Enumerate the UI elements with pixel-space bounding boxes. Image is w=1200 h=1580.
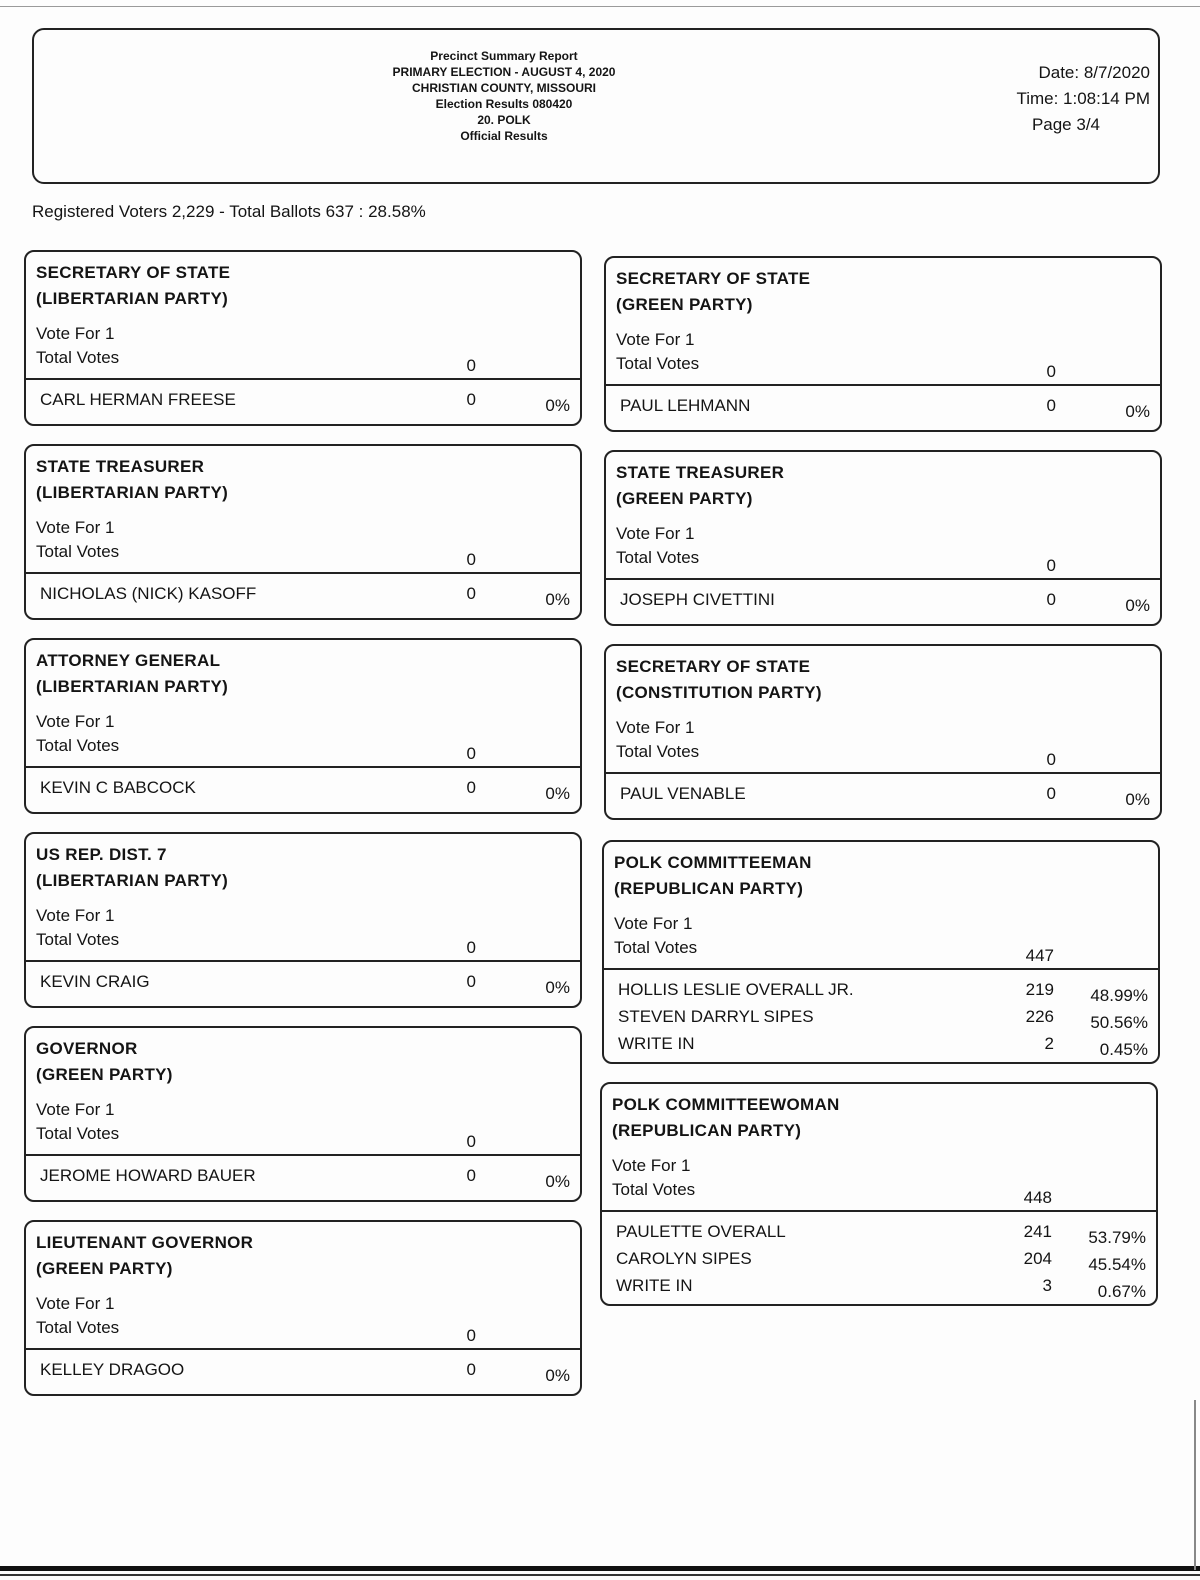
candidate-votes: 0 — [466, 778, 476, 797]
report-date: Date: 8/7/2020 — [1038, 63, 1150, 82]
right-edge-rule — [1194, 1400, 1196, 1570]
race-divider — [26, 378, 580, 380]
race-office: STATE TREASURER — [36, 457, 205, 476]
total-votes-value: 0 — [466, 744, 476, 763]
candidate-row — [40, 778, 570, 804]
race-party: (REPUBLICAN PARTY) — [612, 1121, 802, 1140]
race-title — [614, 850, 812, 902]
race-divider — [26, 1348, 580, 1350]
report-meta — [950, 60, 1150, 138]
total-votes-label: Total Votes — [36, 930, 120, 949]
vote-for-label: Vote For 1 — [36, 712, 115, 731]
candidate-votes: 241 — [1023, 1222, 1052, 1241]
race-box — [604, 256, 1162, 432]
candidate-percent: 50.56% — [1090, 1013, 1148, 1032]
race-party: (GREEN PARTY) — [36, 1065, 173, 1084]
race-office: SECRETARY OF STATE — [36, 263, 231, 282]
candidate-percent: 0% — [1125, 790, 1150, 809]
race-party: (LIBERTARIAN PARTY) — [36, 483, 229, 502]
total-votes-label: Total Votes — [36, 1124, 120, 1143]
candidate-row — [40, 584, 570, 610]
candidate-name: NICHOLAS (NICK) KASOFF — [40, 584, 257, 603]
race-title — [36, 648, 228, 700]
total-votes-label: Total Votes — [612, 1180, 696, 1199]
candidate-votes: 204 — [1023, 1249, 1052, 1268]
top-rule — [0, 6, 1200, 7]
candidate-percent: 48.99% — [1090, 986, 1148, 1005]
total-votes-value: 0 — [466, 938, 476, 957]
candidate-votes: 0 — [1046, 396, 1056, 415]
candidate-row — [618, 1034, 1148, 1060]
race-title — [36, 1036, 173, 1088]
race-box — [24, 832, 582, 1008]
candidate-name: PAUL VENABLE — [620, 784, 746, 803]
race-office: POLK COMMITTEEWOMAN — [612, 1095, 840, 1114]
total-votes-value: 0 — [466, 550, 476, 569]
vote-for-label: Vote For 1 — [36, 1100, 115, 1119]
candidate-votes: 0 — [466, 1166, 476, 1185]
race-office: LIEUTENANT GOVERNOR — [36, 1233, 254, 1252]
total-votes-label: Total Votes — [616, 742, 700, 761]
race-party: (LIBERTARIAN PARTY) — [36, 677, 229, 696]
race-box — [604, 644, 1162, 820]
race-box — [24, 250, 582, 426]
candidate-votes: 3 — [1042, 1276, 1052, 1295]
candidate-percent: 0.45% — [1099, 1040, 1148, 1059]
candidate-row — [616, 1222, 1146, 1248]
total-votes-value: 447 — [1025, 946, 1054, 965]
candidate-name: CAROLYN SIPES — [616, 1249, 752, 1268]
total-votes-label: Total Votes — [36, 542, 120, 561]
candidate-name: KEVIN CRAIG — [40, 972, 150, 991]
race-box — [24, 1026, 582, 1202]
candidate-percent: 0% — [545, 590, 570, 609]
total-votes-value: 0 — [466, 1132, 476, 1151]
race-office: ATTORNEY GENERAL — [36, 651, 221, 670]
candidate-name: HOLLIS LESLIE OVERALL JR. — [618, 980, 854, 999]
race-title — [36, 454, 228, 506]
election-name: PRIMARY ELECTION - AUGUST 4, 2020 — [392, 65, 616, 79]
race-divider — [604, 968, 1158, 970]
vote-for-label: Vote For 1 — [616, 718, 695, 737]
county-name: CHRISTIAN COUNTY, MISSOURI — [411, 81, 596, 95]
total-votes-value: 0 — [1046, 750, 1056, 769]
candidate-name: KEVIN C BABCOCK — [40, 778, 196, 797]
vote-for-label: Vote For 1 — [612, 1156, 691, 1175]
race-divider — [606, 772, 1160, 774]
candidate-row — [40, 972, 570, 998]
candidate-votes: 0 — [466, 972, 476, 991]
vote-for-label: Vote For 1 — [614, 914, 693, 933]
race-office: SECRETARY OF STATE — [616, 657, 811, 676]
candidate-percent: 45.54% — [1088, 1255, 1146, 1274]
candidate-row — [620, 784, 1150, 810]
race-divider — [602, 1210, 1156, 1212]
total-votes-value: 0 — [1046, 362, 1056, 381]
candidate-name: JEROME HOWARD BAUER — [40, 1166, 256, 1185]
total-votes-value: 0 — [1046, 556, 1056, 575]
page-number: Page 3/4 — [1031, 115, 1100, 134]
candidate-votes: 0 — [466, 1360, 476, 1379]
total-votes-label: Total Votes — [36, 736, 120, 755]
race-title — [36, 842, 228, 894]
candidate-name: KELLEY DRAGOO — [40, 1360, 185, 1379]
total-votes-value: 0 — [466, 1326, 476, 1345]
candidate-name: PAUL LEHMANN — [620, 396, 751, 415]
race-title — [612, 1092, 840, 1144]
race-title — [616, 654, 822, 706]
race-box — [24, 1220, 582, 1396]
report-title-block — [334, 48, 674, 144]
total-votes-label: Total Votes — [36, 348, 120, 367]
race-box — [24, 444, 582, 620]
candidate-votes: 0 — [466, 584, 476, 603]
candidate-votes: 0 — [1046, 784, 1056, 803]
candidate-percent: 0% — [1125, 596, 1150, 615]
race-box — [600, 1082, 1158, 1306]
race-divider — [26, 960, 580, 962]
race-divider — [26, 1154, 580, 1156]
report-title: Precinct Summary Report — [430, 49, 578, 63]
race-party: (GREEN PARTY) — [616, 295, 753, 314]
candidate-name: STEVEN DARRYL SIPES — [618, 1007, 814, 1026]
race-title — [36, 260, 230, 312]
candidate-percent: 0% — [545, 784, 570, 803]
race-office: US REP. DIST. 7 — [36, 845, 167, 864]
candidate-row — [620, 590, 1150, 616]
candidate-row — [616, 1276, 1146, 1302]
candidate-votes: 226 — [1025, 1007, 1054, 1026]
total-votes-value: 448 — [1023, 1188, 1052, 1207]
candidate-percent: 53.79% — [1088, 1228, 1146, 1247]
report-header — [32, 28, 1160, 184]
vote-for-label: Vote For 1 — [616, 330, 695, 349]
report-time: Time: 1:08:14 PM — [1016, 89, 1150, 108]
bottom-rule-thin — [0, 1574, 1200, 1576]
candidate-percent: 0% — [1125, 402, 1150, 421]
race-party: (GREEN PARTY) — [36, 1259, 173, 1278]
race-divider — [26, 572, 580, 574]
candidate-percent: 0% — [545, 396, 570, 415]
race-divider — [26, 766, 580, 768]
race-office: STATE TREASURER — [616, 463, 785, 482]
race-divider — [606, 384, 1160, 386]
results-status: Official Results — [460, 129, 548, 143]
race-office: GOVERNOR — [36, 1039, 138, 1058]
candidate-percent: 0% — [545, 1366, 570, 1385]
vote-for-label: Vote For 1 — [36, 906, 115, 925]
registered-voters-summary: Registered Voters 2,229 - Total Ballots 637 : 28.58% — [32, 202, 426, 221]
total-votes-label: Total Votes — [36, 1318, 120, 1337]
candidate-votes: 219 — [1025, 980, 1054, 999]
race-box — [24, 638, 582, 814]
candidate-row — [620, 396, 1150, 422]
candidate-votes: 2 — [1044, 1034, 1054, 1053]
race-party: (LIBERTARIAN PARTY) — [36, 871, 229, 890]
bottom-rule — [0, 1566, 1200, 1571]
candidate-row — [616, 1249, 1146, 1275]
total-votes-label: Total Votes — [616, 548, 700, 567]
candidate-row — [40, 1360, 570, 1386]
race-party: (LIBERTARIAN PARTY) — [36, 289, 229, 308]
candidate-percent: 0% — [545, 978, 570, 997]
candidate-percent: 0.67% — [1097, 1282, 1146, 1301]
candidate-name: WRITE IN — [618, 1034, 695, 1053]
total-votes-value: 0 — [466, 356, 476, 375]
race-title — [616, 460, 784, 512]
race-title — [36, 1230, 253, 1282]
candidate-row — [618, 980, 1148, 1006]
race-title — [616, 266, 810, 318]
candidate-votes: 0 — [1046, 590, 1056, 609]
candidate-row — [40, 1166, 570, 1192]
results-id: Election Results 080420 — [435, 97, 573, 111]
vote-for-label: Vote For 1 — [36, 324, 115, 343]
candidate-name: CARL HERMAN FREESE — [40, 390, 236, 409]
race-office: POLK COMMITTEEMAN — [614, 853, 812, 872]
candidate-row — [618, 1007, 1148, 1033]
candidate-name: JOSEPH CIVETTINI — [620, 590, 775, 609]
total-votes-label: Total Votes — [616, 354, 700, 373]
candidate-name: PAULETTE OVERALL — [616, 1222, 786, 1241]
vote-for-label: Vote For 1 — [36, 518, 115, 537]
candidate-name: WRITE IN — [616, 1276, 693, 1295]
race-box — [604, 450, 1162, 626]
race-party: (GREEN PARTY) — [616, 489, 753, 508]
total-votes-label: Total Votes — [614, 938, 698, 957]
vote-for-label: Vote For 1 — [616, 524, 695, 543]
race-office: SECRETARY OF STATE — [616, 269, 811, 288]
race-party: (CONSTITUTION PARTY) — [616, 683, 822, 702]
candidate-row — [40, 390, 570, 416]
vote-for-label: Vote For 1 — [36, 1294, 115, 1313]
race-divider — [606, 578, 1160, 580]
candidate-votes: 0 — [466, 390, 476, 409]
race-box — [602, 840, 1160, 1064]
race-party: (REPUBLICAN PARTY) — [614, 879, 804, 898]
precinct-name: 20. POLK — [477, 113, 531, 127]
candidate-percent: 0% — [545, 1172, 570, 1191]
